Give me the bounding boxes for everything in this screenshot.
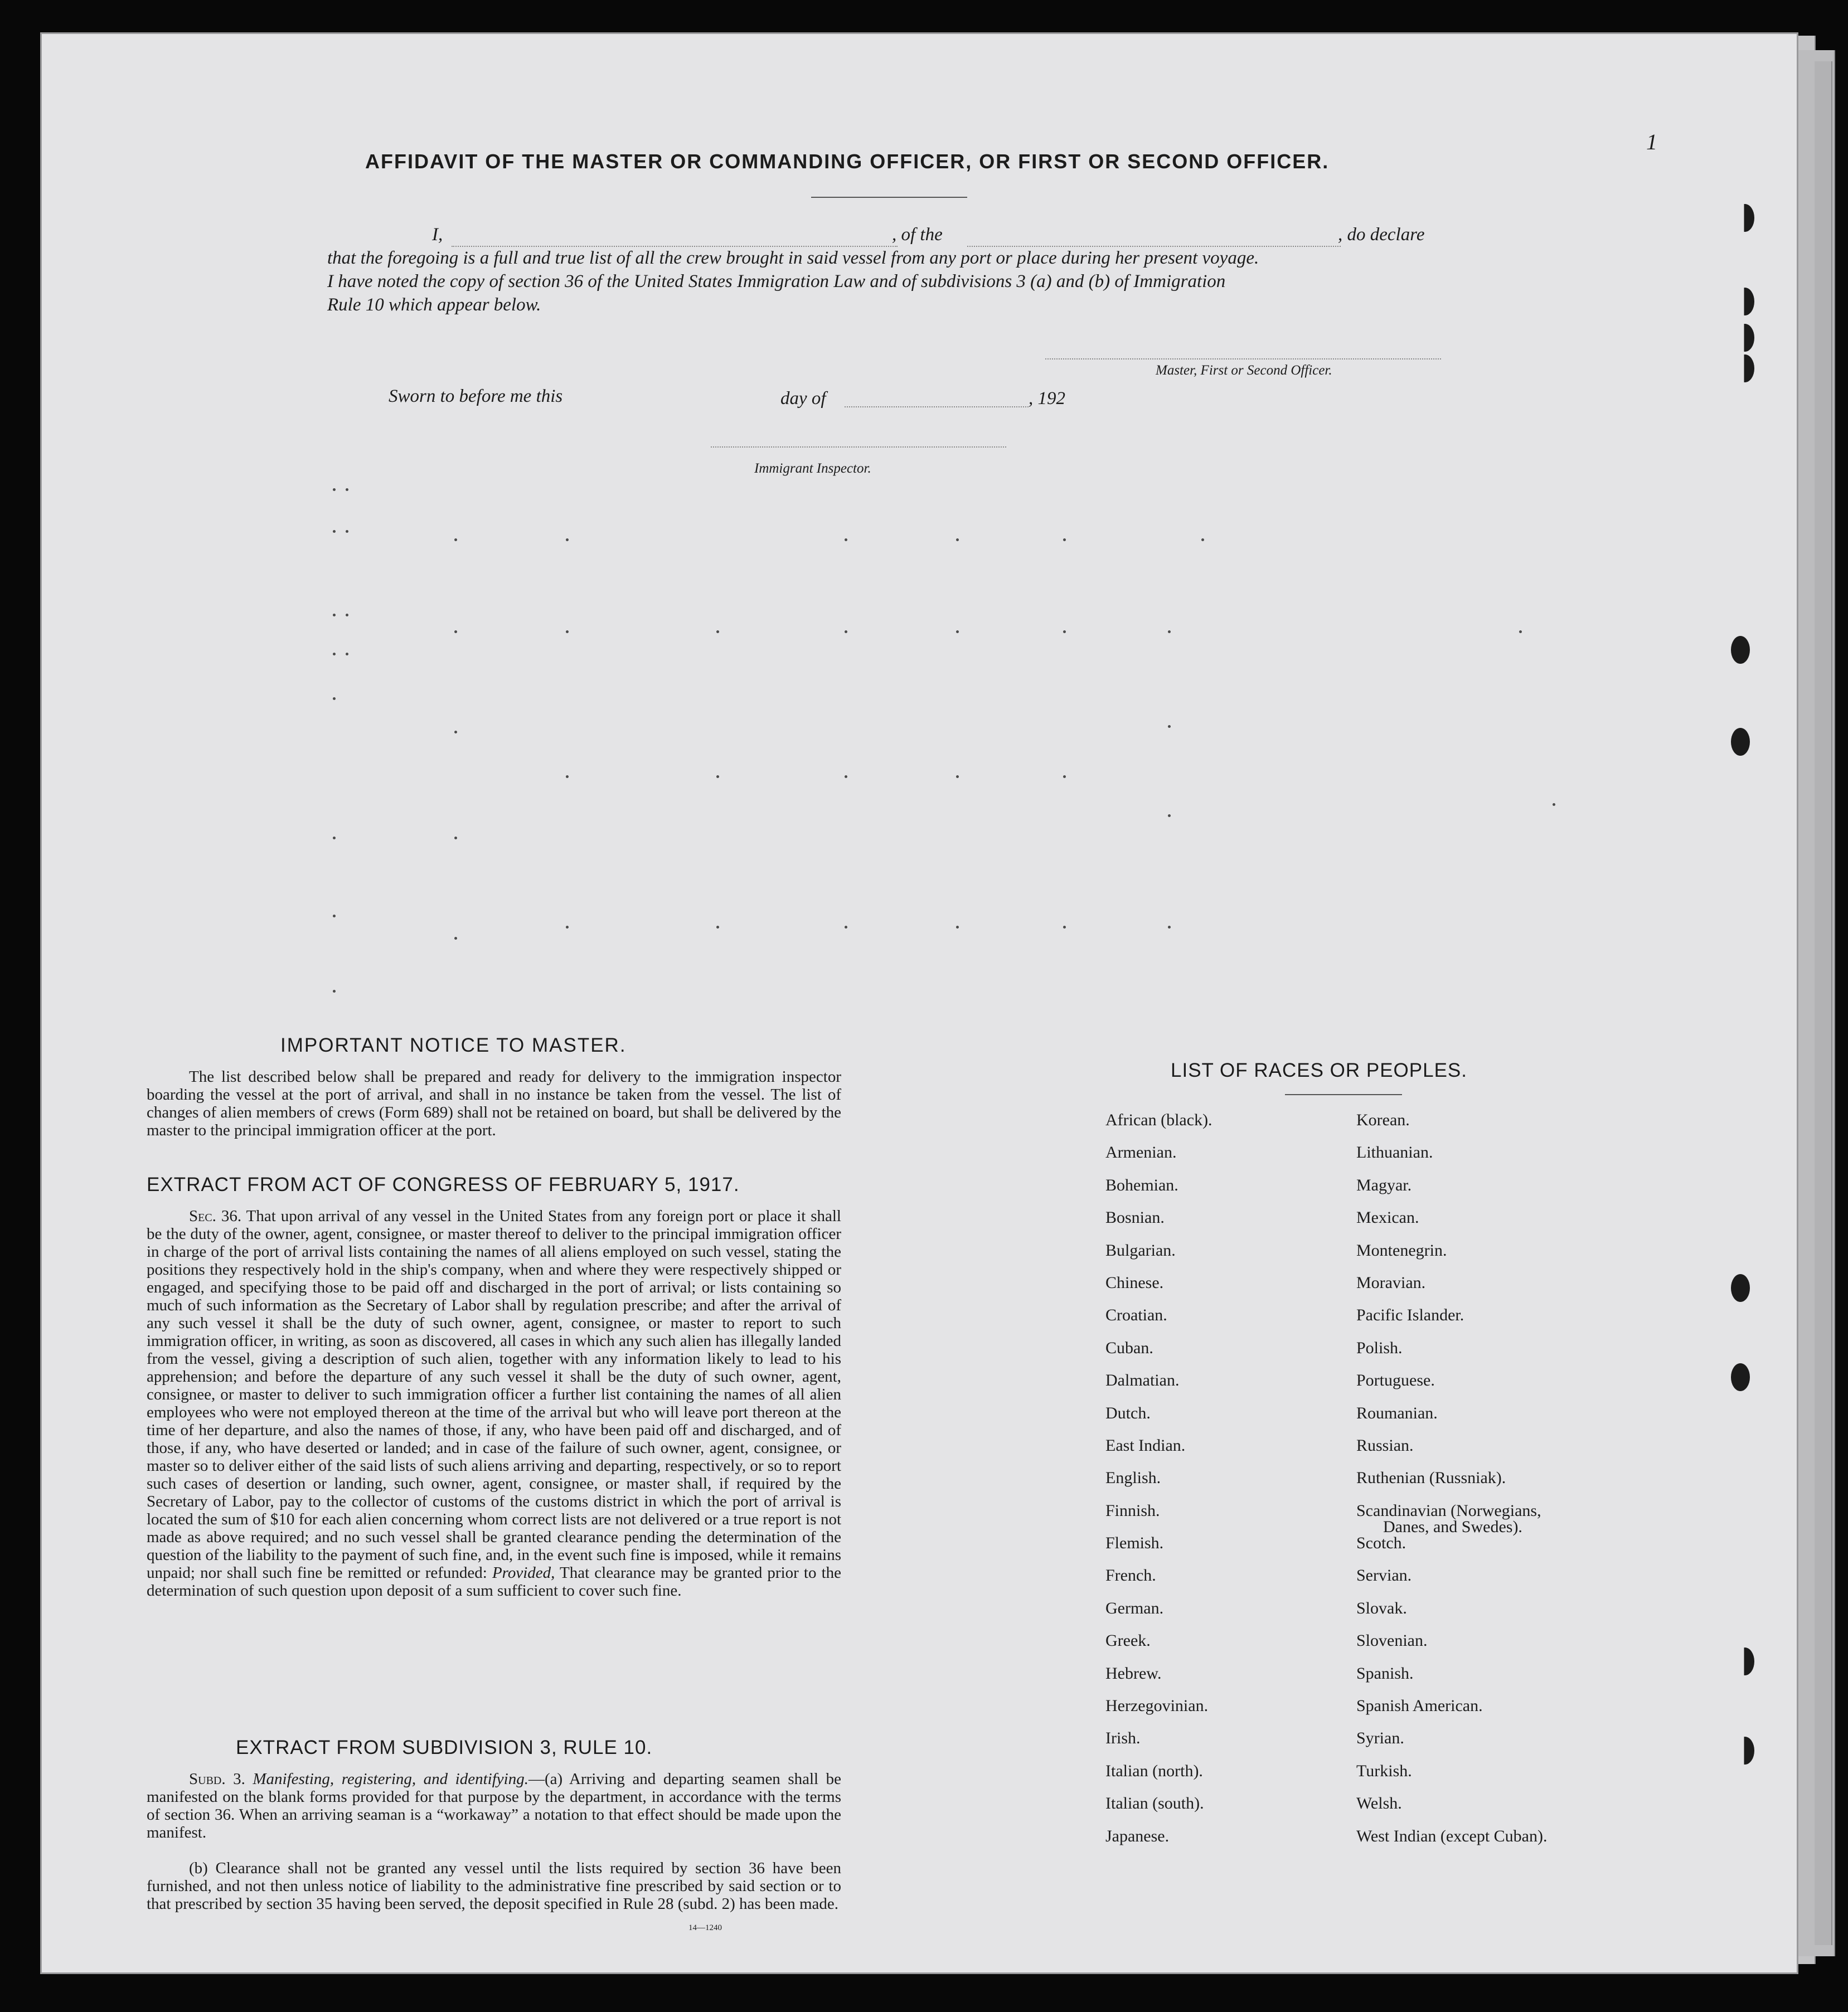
races-left-column [1105,1104,1212,1853]
race-item: Ruthenian (Russniak). [1356,1469,1506,1488]
act-text-end: That clearance may be granted prior to the determination of such question upon deposit of a sum sufficient to cover such fine. [147,1564,842,1600]
title-divider [811,197,967,198]
sworn-text: Sworn to before me this [389,386,563,406]
form-dot [845,538,847,541]
form-dot [454,731,457,733]
page-number: 1 [1646,129,1657,154]
affidavit-line-3: I have noted the copy of section 36 of the United States Immigration Law and of subdivisions 3 (a) and (b) of Immigration [327,271,1226,291]
form-dot [454,837,457,839]
inspector-signature-line [711,446,1006,448]
rule-a-text: —(a) Arriving and departing seamen shall be manifested on the blank forms provided for that purpose by the department, in accordance with the terms of section 36. When an arriving seaman is a “workaway” a notation to that effect should be made upon the manifest. [147,1770,841,1841]
affidavit-line-4: Rule 10 which appear below. [327,295,541,315]
binder-hole-icon [1735,324,1754,352]
race-item: Pacific Islander. [1356,1306,1464,1325]
form-dot [1168,926,1171,929]
act-title: EXTRACT FROM ACT OF CONGRESS OF FEBRUARY 5, 1917. [147,1174,740,1195]
form-dot [956,630,959,633]
race-item: German. [1105,1598,1164,1617]
master-signature-line [1045,358,1441,359]
race-item: Mexican. [1356,1208,1419,1227]
binder-hole-icon [1735,354,1754,382]
day-of-text: day of [780,388,826,409]
race-item: Portuguese. [1356,1371,1435,1390]
form-dot [1063,926,1066,929]
binder-hole-icon [1735,204,1754,232]
form-dot [566,926,569,929]
race-item: Scotch. [1356,1534,1406,1553]
year-text: , 192 [1029,388,1065,409]
act-section-36 [147,1207,841,1600]
form-dot [346,653,348,655]
form-dot [333,915,336,917]
race-item: Finnish. [1105,1501,1160,1520]
race-item: Spanish American. [1356,1697,1483,1715]
race-item: Lithuanian. [1356,1143,1433,1162]
rule-subd-b: (b) Clearance shall not be granted any vessel until the lists required by section 36 have been furnished, and not then unless notice of liability to the administrative fine prescribed by said section or to that prescribed by section 35 having been served, the deposit specified in Rule 28 (subd. 2) has been made. [147,1859,841,1913]
races-divider [1285,1094,1402,1095]
form-dot [333,530,336,533]
form-dot [454,538,457,541]
affidavit-title: AFFIDAVIT OF THE MASTER OR COMMANDING OFFICER, OR FIRST OR SECOND OFFICER. [365,150,1330,173]
race-item: Italian (south). [1105,1794,1204,1813]
form-dot [845,630,847,633]
form-dot [1168,814,1171,817]
form-dot [333,990,336,993]
races-right-column [1356,1104,1547,1853]
form-dot [1201,538,1204,541]
form-dot [716,775,719,778]
race-item: Scandinavian (Norwegians, [1356,1501,1541,1520]
race-item: English. [1105,1469,1161,1488]
form-dot [333,614,336,616]
form-dot [346,530,348,533]
form-dot [1063,775,1066,778]
race-item: Italian (north). [1105,1761,1203,1780]
race-item: Welsh. [1356,1794,1402,1813]
race-item: Turkish. [1356,1761,1412,1780]
race-item: Spanish. [1356,1664,1414,1683]
stacked-page-edge [1815,61,1832,1945]
race-item: Flemish. [1105,1534,1164,1553]
form-dot [333,837,336,839]
form-dot [1168,630,1171,633]
rule-subd-a [147,1770,841,1841]
inspector-signature-label: Immigrant Inspector. [754,461,871,476]
race-item: Slovenian. [1356,1631,1428,1650]
race-item: Magyar. [1356,1175,1412,1194]
race-item: Dalmatian. [1105,1371,1180,1390]
race-item: Japanese. [1105,1826,1170,1845]
document-page [40,32,1798,1974]
form-code: 14—1240 [688,1923,722,1932]
rule-title: EXTRACT FROM SUBDIVISION 3, RULE 10. [236,1737,653,1758]
form-dot [956,775,959,778]
binder-hole-icon [1735,1647,1754,1675]
binder-hole-icon [1735,288,1754,315]
binder-hole-icon [1735,1737,1754,1765]
race-item: Croatian. [1105,1306,1167,1325]
race-item: Polish. [1356,1338,1403,1357]
form-dot [1063,538,1066,541]
race-item: East Indian. [1105,1436,1186,1455]
form-dot [566,775,569,778]
form-dot [566,630,569,633]
form-dot [454,630,457,633]
races-title: LIST OF RACES OR PEOPLES. [1171,1060,1468,1081]
month-blank-line [845,406,1029,407]
race-item: Russian. [1356,1436,1414,1455]
form-dot [566,538,569,541]
form-dot [1168,725,1171,728]
race-item: West Indian (except Cuban). [1356,1826,1548,1845]
race-item: Cuban. [1105,1338,1153,1357]
race-item: Armenian. [1105,1143,1177,1162]
race-item: Chinese. [1105,1273,1164,1292]
act-text: That upon arrival of any vessel in the United States from any foreign port or place it shall be the duty of the owner, agent, consignee, or master thereof to deliver to the principal immigration officer in charge of the port of arrival lists containing the names of all aliens employed on such vessel, stating the positions they respectively hold in the ship's company, when and where they were respectively shipped or engaged, and specifying those to be paid off and discharged in the port of arrival; or lists containing so much of such information as the Secretary of Labor shall by regulation prescribe; and after the arrival of any such vessel it shall be the duty of such owner, agent, consignee, or master to report to such immigration officer, in writing, as soon as discovered, all cases in which any such alien has illegally landed from the vessel, giving a description of such alien, together with any information likely to lead to his apprehension; and before the departure of any such vessel it shall be the duty of such owner, agent, consignee, or master to deliver to such immigration officer a further list containing the names of all alien employees who were not employed thereon at the time of the arrival but who will leave port thereon at the time of her departure, and also the names of those, if any, who have been paid off and discharged, and of those, if any, who have deserted or landed; and in case of the failure of such owner, agent, consignee, or master so to deliver either of the said lists of such aliens arriving and departing, respectively, or so to report such cases of desertion or landing, such owner, agent, consignee, or master shall, if required by the Secretary of Labor, pay to the collector of customs of the customs district in which the port of arrival is located the sum of $10 for each alien concerning whom correct lists are not delivered or a true report is not made as above required; and no such vessel shall be granted clearance pending the determination of the question of the liability to the payment of such fine, and, in the event such fine is imposed, while it remains unpaid; nor shall such fine be remitted or refunded: [147,1207,841,1582]
form-dot [346,614,348,616]
form-dot [454,937,457,940]
form-dot [1553,803,1555,806]
race-item: Dutch. [1105,1403,1151,1422]
race-item: Herzegovinian. [1105,1697,1209,1715]
race-item: Greek. [1105,1631,1151,1650]
binder-hole-icon [1731,1363,1750,1391]
notice-text: The list described below shall be prepared and ready for delivery to the immigration inspector boarding the vessel at the port of arrival, and shall in no instance be taken from the vessel. The list of changes of alien members of crews (Form 689) shall not be retained on board, but shall be delivered by the master to the principal immigration officer at the port. [147,1068,841,1139]
form-dot [333,653,336,655]
form-dot [845,926,847,929]
race-item: Bosnian. [1105,1208,1165,1227]
binder-hole-icon [1731,636,1750,664]
form-dot [716,630,719,633]
race-item: Servian. [1356,1566,1412,1585]
form-dot [333,697,336,700]
binder-hole-icon [1731,728,1750,756]
rule-subd-label: Subd. 3. [189,1770,245,1788]
act-provided: Provided, [492,1564,555,1582]
affidavit-of-the: , of the [892,225,943,245]
race-item: Roumanian. [1356,1403,1438,1422]
form-dot [845,775,847,778]
race-item: Slovak. [1356,1598,1407,1617]
race-item: Irish. [1105,1729,1141,1748]
notice-title: IMPORTANT NOTICE TO MASTER. [280,1034,627,1056]
race-item: Hebrew. [1105,1664,1162,1683]
form-dot [956,538,959,541]
form-dot [956,926,959,929]
race-item: Syrian. [1356,1729,1404,1748]
affidavit-declare: , do declare [1338,225,1425,245]
race-item: Moravian. [1356,1273,1426,1292]
rule-subd-heading: Manifesting, registering, and identifying. [253,1770,528,1788]
form-dot [1063,630,1066,633]
form-dot [716,926,719,929]
form-dot [346,488,348,491]
race-item: Bohemian. [1105,1175,1178,1194]
affidavit-line-2: that the foregoing is a full and true list of all the crew brought in said vessel from any port or place during her present voyage. [327,248,1259,268]
race-item: African (black). [1105,1111,1212,1129]
race-item: Montenegrin. [1356,1241,1447,1260]
form-dot [333,488,336,491]
race-item: Bulgarian. [1105,1241,1176,1260]
race-item: Korean. [1356,1111,1410,1129]
race-item: French. [1105,1566,1156,1585]
affidavit-i: I, [432,225,443,245]
act-sec-label: Sec. 36. [189,1207,242,1225]
master-signature-label: Master, First or Second Officer. [1156,363,1332,378]
binder-hole-icon [1731,1274,1750,1302]
form-dot [1519,630,1522,633]
race-item: Danes, and Swedes). [1383,1517,1522,1536]
